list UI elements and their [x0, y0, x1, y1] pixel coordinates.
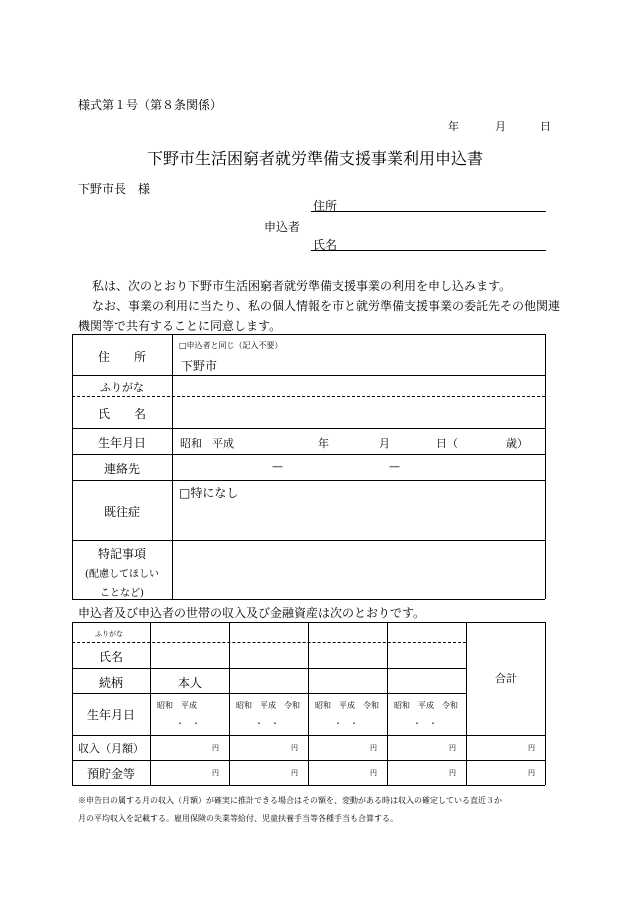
t1-notes-label: 特記事項 [97, 547, 146, 561]
t1-notes-sub-1: (配慮してほしい [85, 569, 159, 580]
addressee: 下野市長 様 [78, 182, 151, 196]
t2-birth-eras-2: 昭和 平成 令和 [236, 701, 300, 710]
date-day-label: 日 [540, 120, 551, 133]
t2-self: 本人 [177, 676, 202, 690]
t1-furigana-field[interactable] [173, 376, 545, 396]
t2-birth-eras-3: 昭和 平成 令和 [315, 701, 379, 710]
name-field[interactable] [311, 250, 546, 251]
t2-birth-label: 生年月日 [86, 708, 135, 722]
t1-era-heisei: 平成 [212, 437, 234, 450]
t1-contact-dash-1: — [272, 460, 283, 473]
t1-year: 年 [318, 437, 329, 450]
t1-name-label: 氏 名 [97, 407, 146, 421]
body-line-1: 私は、次のとおり下野市生活困窮者就労準備支援事業の利用を申し込みます。 [92, 279, 512, 293]
footnote-line-2: 月の平均収入を記載する。雇用保険の失業等給付、児童扶養手当等各種手当も合算する。 [78, 814, 398, 823]
t1-contact-dash-2: — [389, 460, 400, 473]
t2-name-label: 氏名 [98, 650, 123, 664]
same-as-applicant-checkbox[interactable]: □申込者と同じ（記入不要） [179, 341, 283, 350]
t1-month: 月 [379, 437, 390, 450]
t1-era-showa: 昭和 [180, 437, 202, 450]
page-title: 下野市生活困窮者就労準備支援事業利用申込書 [146, 149, 483, 168]
t2-savings-yen-total: 円 [528, 769, 535, 777]
t1-contact-label: 連絡先 [103, 462, 140, 476]
t2-birth-dots-4: ・ ・ [413, 719, 437, 728]
t1-furigana-label: ふりがな [100, 381, 144, 394]
t2-birth-eras-1: 昭和 平成 [157, 701, 197, 710]
address-label: 住所 [313, 199, 338, 213]
t1-history-label: 既往症 [103, 505, 140, 519]
form-number: 様式第１号（第８条関係） [78, 98, 223, 112]
t1-name-field[interactable] [173, 397, 545, 428]
t2-savings-yen-1: 円 [212, 769, 219, 777]
t2-income-yen-3: 円 [370, 744, 377, 752]
t1-day: 日（ [436, 437, 458, 450]
t1-birth-label: 生年月日 [97, 436, 146, 450]
t2-total-label: 合計 [495, 672, 517, 685]
t2-savings-yen-3: 円 [370, 769, 377, 777]
t1-address-label: 住 所 [97, 350, 146, 364]
t1-notes-field[interactable] [173, 541, 545, 599]
footnote-line-1: ※申告日の属する月の収入（月額）が確実に推計できる場合はその額を、変動がある時は収入の確定している直近３か [78, 796, 502, 805]
section2-heading: 申込者及び申込者の世帯の収入及び金融資産は次のとおりです。 [78, 606, 426, 620]
t2-birth-dots-3: ・ ・ [334, 719, 358, 728]
address-field[interactable] [311, 211, 546, 212]
t2-furigana-label: ふりがな [95, 630, 123, 638]
t2-savings-yen-4: 円 [449, 769, 456, 777]
t2-income-yen-total: 円 [528, 744, 535, 752]
t2-birth-eras-4: 昭和 平成 令和 [394, 701, 458, 710]
t1-city: 下野市 [181, 359, 218, 373]
t2-savings-label: 預貯金等 [86, 767, 135, 781]
t1-age: 歳） [506, 437, 528, 450]
date-month-label: 月 [495, 120, 506, 133]
date-year-label: 年 [448, 120, 459, 133]
t2-savings-yen-2: 円 [291, 769, 298, 777]
t2-income-yen-4: 円 [449, 744, 456, 752]
name-label: 氏名 [313, 238, 338, 252]
applicant-label: 申込者 [264, 220, 301, 234]
t2-income-yen-1: 円 [212, 744, 219, 752]
t2-relation-label: 続柄 [98, 676, 123, 690]
t2-birth-dots-1: ・ ・ [176, 719, 200, 728]
t1-notes-sub-2: ことなど) [100, 588, 144, 599]
t2-income-label: 収入（月額） [78, 742, 144, 755]
body-line-3: 機関等で共有することに同意します。 [78, 319, 282, 333]
t2-income-yen-2: 円 [291, 744, 298, 752]
body-line-2: なお、事業の利用に当たり、私の個人情報を市と就労準備支援事業の委託先その他関連 [92, 299, 561, 313]
none-checkbox[interactable]: □特になし [179, 486, 239, 500]
t2-birth-dots-2: ・ ・ [255, 719, 279, 728]
